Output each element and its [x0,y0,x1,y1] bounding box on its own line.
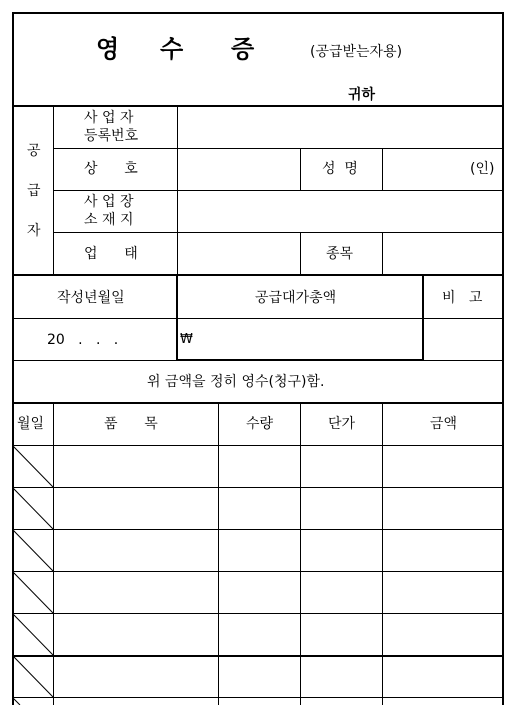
supplier-label-char-1: 공 [27,143,41,159]
location-label-line1: 사 업 장 [84,194,134,210]
diagonal-line [13,530,53,571]
column-unit-price: 단가 [328,416,356,432]
column-quantity: 수량 [246,416,274,432]
diagonal-line [13,614,53,655]
date-header: 작성년월일 [57,290,125,306]
diagonal-line [13,446,53,487]
column-date: 월일 [17,416,45,432]
table-row[interactable] [54,446,503,486]
total-header: 공급대가총액 [255,290,337,306]
title-char-2: 수 [160,35,184,63]
remarks-header: 비 고 [442,290,483,306]
location-label-line2: 소 재 지 [84,212,134,228]
diagonal-line [13,698,20,705]
subtitle: (공급받는자용) [310,44,403,60]
seal-label: (인) [470,161,495,177]
supplier-label-char-3: 자 [27,223,41,239]
business-type-label: 업 태 [84,246,138,262]
column-item: 품 목 [104,416,158,432]
date-value[interactable]: 20 . . . [47,332,119,348]
table-row[interactable] [54,488,503,528]
name-label: 성 명 [322,161,358,177]
column-amount: 금액 [430,416,458,432]
business-item-label: 종목 [326,246,354,262]
title-char-1: 영 [96,35,120,63]
supplier-label-char-2: 급 [27,183,41,199]
table-row[interactable] [54,657,503,696]
currency-symbol: ₩ [180,332,193,347]
table-row[interactable] [54,572,503,612]
table-row[interactable] [54,530,503,570]
diagonal-line [13,488,53,529]
biz-reg-label-line1: 사 업 자 [84,110,134,126]
table-row[interactable] [54,614,503,654]
company-label: 상 호 [84,161,138,177]
diagonal-line [13,572,53,613]
diagonal-line [13,656,53,697]
biz-reg-label-line2: 등록번호 [84,128,139,144]
recipient-suffix: 귀하 [348,87,376,103]
receipt-statement: 위 금액을 정히 영수(청구)함. [147,374,325,390]
title-char-3: 증 [231,35,255,63]
